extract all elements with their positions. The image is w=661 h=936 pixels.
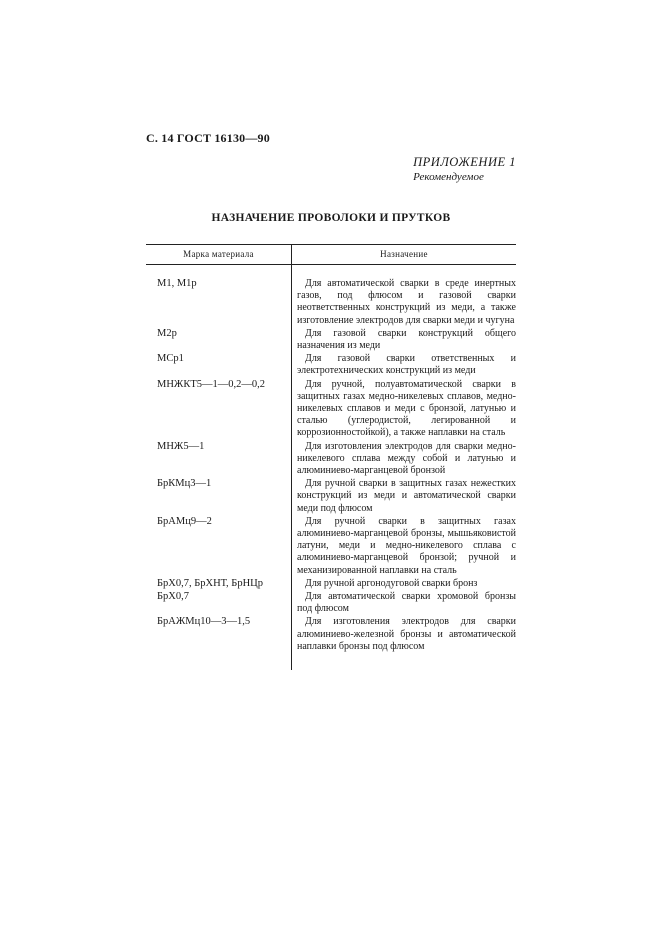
material-purpose: Для автоматической сварки хромовой бронзы под флюсом: [297, 591, 516, 615]
table-row: [146, 578, 516, 590]
column-header-mark: Марка материала: [183, 249, 254, 259]
table-row: [146, 353, 516, 377]
material-purpose: Для ручной, полуавтоматической сварки в защитных газах медно-никелевых сплавов, медно-никелевых сплавов и меди с бронзой, латунью и сталью (углеродистой, легированной и коррозионностойкой), а также наплавки на сталь: [297, 378, 516, 439]
material-purpose: Для ручной аргонодуговой сварки бронз: [305, 577, 478, 589]
material-purpose: Для газовой сварки конструкций общего назначения из меди: [297, 327, 516, 352]
material-mark: МНЖКТ5—1—0,2—0,2: [157, 378, 265, 390]
material-mark: М2р: [157, 327, 177, 339]
material-mark: БрХ0,7: [157, 591, 189, 603]
appendix-title: ПРИЛОЖЕНИЕ 1: [413, 155, 516, 169]
table-row: [146, 516, 516, 577]
material-mark: БрАМц9—2: [157, 515, 212, 527]
material-mark: МСр1: [157, 353, 184, 365]
table-row: [146, 478, 516, 515]
material-purpose: Для газовой сварки ответственных и электротехнических конструкций из меди: [297, 353, 516, 377]
material-purpose: Для изготовления электродов для сварки медно-никелевого сплава между собой и латунью и алюминиево-марганцевой бронзой: [297, 440, 516, 477]
column-header-purpose: Назначение: [380, 249, 428, 259]
appendix-block: [413, 155, 516, 183]
material-mark: М1, М1р: [157, 278, 197, 289]
material-purpose: Для ручной сварки в защитных газах нежестких конструкций из меди и автоматической сварки меди под флюсом: [297, 478, 516, 514]
table-row: [146, 379, 516, 440]
material-purpose: Для изготовления электродов для сварки алюминиево-железной бронзы и автоматической наплавки бронзы под флюсом: [297, 616, 516, 652]
material-mark: МНЖ5—1: [157, 440, 205, 452]
appendix-subtitle: Рекомендуемое: [413, 171, 484, 183]
table-row: [146, 328, 516, 352]
material-mark: БрКМц3—1: [157, 478, 212, 490]
material-purpose: Для автоматической сварки в среде инертных газов, под флюсом и газовой сварки неответственных конструкций из меди, а также изготовление электродов для сварки меди и чугуна: [297, 278, 516, 326]
table-row: [146, 441, 516, 478]
material-purpose: Для ручной сварки в защитных газах алюминиево-марганцевой бронзы, мышьяковистой латуни, меди и медно-никелевого сплава с алюминиево-марганцевой бронзой; ручной и механизированной наплавки на сталь: [297, 515, 516, 576]
table-row: [146, 278, 516, 327]
page-header: С. 14 ГОСТ 16130—90: [146, 131, 270, 145]
purpose-table: [146, 244, 516, 670]
table-header-rule: [146, 264, 516, 265]
document-title: НАЗНАЧЕНИЕ ПРОВОЛОКИ И ПРУТКОВ: [211, 212, 451, 224]
material-mark: БрАЖМц10—3—1,5: [157, 616, 251, 628]
table-row: [146, 616, 516, 653]
table-top-rule: [146, 244, 516, 245]
table-body: [146, 278, 516, 654]
table-row: [146, 591, 516, 615]
material-mark: БрХ0,7, БрХНТ, БрНЦр: [157, 577, 263, 589]
